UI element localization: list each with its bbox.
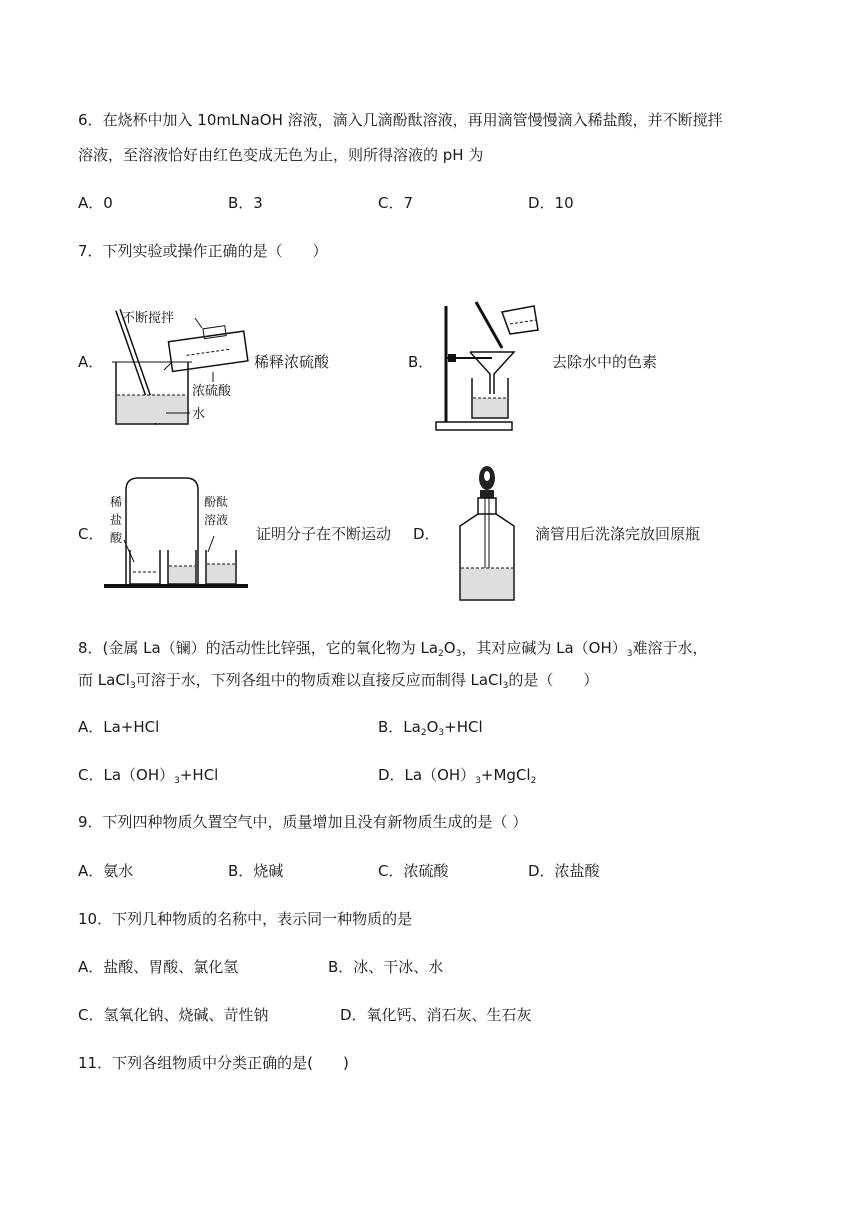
q8-option-b: B．$La_2O_3+HCl$	[378, 718, 483, 738]
water-liquid	[117, 395, 187, 423]
diagram-dilute-sulfuric-acid	[100, 300, 260, 430]
diagram-dropper-bottle	[448, 462, 528, 604]
q7-b-caption: 去除水中的色素	[552, 353, 658, 371]
diagram-filtration	[432, 290, 542, 432]
q10-option-b: B．冰、干冰、水	[328, 958, 444, 976]
q8-option-d: D．$La(OH)_3+MgCl_2$	[378, 766, 537, 786]
q7-a-letter: A．	[78, 353, 104, 371]
pouring-beaker	[502, 306, 538, 334]
q6-option-c: C．7	[378, 194, 414, 212]
acid-bottle	[167, 323, 248, 371]
q7-c-letter: C．	[78, 525, 104, 543]
q10-option-c: C．氢氧化钠、烧碱、苛性钠	[78, 1006, 269, 1024]
q8-option-a: A．La+HCl	[78, 718, 160, 736]
q7-stem: 7．下列实验或操作正确的是（ ）	[78, 242, 328, 260]
q6-line-1: 6．在烧杯中加入 10mLNaOH 溶液，滴入几滴酚酞溶液，再用滴管慢慢滴入稀盐酸，并不断搅拌	[78, 111, 723, 129]
q8-option-c: C．$La(OH)_3+HCl$	[78, 766, 219, 786]
q8-line-1: 8．(金属 La（镧）的活动性比锌强，它的氧化物为 $La_2O_3$，其对应碱为 $La(OH)_3$难溶于水，	[78, 639, 708, 659]
q10-option-d: D．氧化钙、消石灰、生石灰	[340, 1006, 532, 1024]
q9-option-b: B．烧碱	[228, 862, 284, 880]
label-conc-acid: 浓硫酸	[192, 384, 232, 399]
diagram-molecule-motion	[100, 466, 252, 596]
beaker-hcl	[130, 550, 160, 584]
q8-line-2: 而 LaCl$_3$可溶于水，下列各组中的物质难以直接反应而制得 LaCl$_3$的是（ ）	[78, 671, 599, 691]
q6-option-a: A．0	[78, 194, 113, 212]
stand-base	[436, 422, 512, 430]
q10-stem: 10．下列几种物质的名称中，表示同一种物质的是	[78, 910, 413, 928]
glass-rod	[476, 302, 502, 348]
q7-d-caption: 滴管用后洗涤完放回原瓶	[535, 525, 701, 543]
label-stirring: 不断搅拌	[122, 311, 175, 326]
label-water: 水	[192, 407, 206, 422]
q10-option-a: A．盐酸、胃酸、氯化氢	[78, 958, 239, 976]
svg-text:酚酞: 酚酞	[204, 495, 229, 509]
q9-option-a: A．氨水	[78, 862, 134, 880]
q7-a-caption: 稀释浓硫酸	[254, 353, 330, 371]
svg-text:酸: 酸	[110, 531, 123, 545]
svg-text:稀: 稀	[110, 495, 123, 509]
q7-b-letter: B．	[408, 353, 434, 371]
svg-text:溶液: 溶液	[204, 513, 229, 527]
q11-stem: 11．下列各组物质中分类正确的是( )	[78, 1054, 349, 1072]
q9-option-c: C．浓硫酸	[378, 862, 449, 880]
q7-c-caption: 证明分子在不断运动	[256, 525, 392, 543]
q6-option-b: B．3	[228, 194, 263, 212]
svg-text:盐: 盐	[110, 513, 123, 527]
q6-line-2: 溶液，至溶液恰好由红色变成无色为止，则所得溶液的 pH 为	[78, 146, 484, 164]
q9-option-d: D．浓盐酸	[528, 862, 600, 880]
q7-d-letter: D．	[413, 525, 440, 543]
q9-stem: 9．下列四种物质久置空气中，质量增加且没有新物质生成的是（ ）	[78, 813, 528, 831]
q6-option-d: D．10	[528, 194, 574, 212]
